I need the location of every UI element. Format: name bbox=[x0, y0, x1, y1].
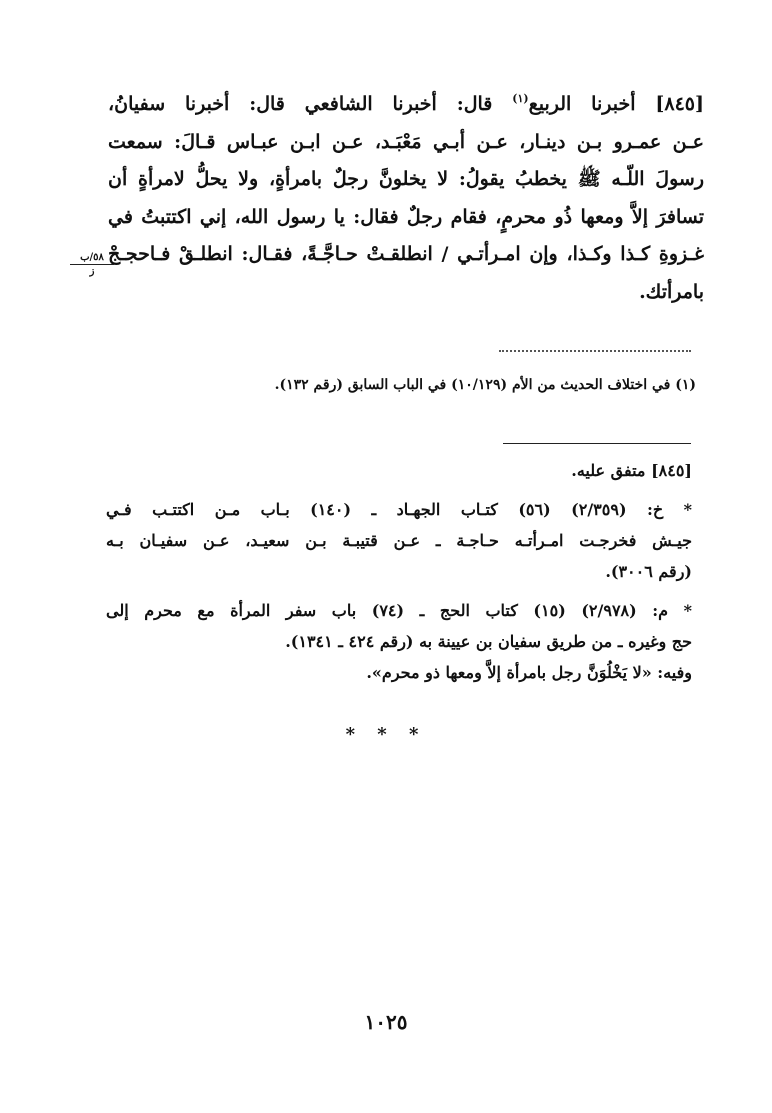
takhrij-commentary bbox=[106, 455, 692, 688]
commentary-line-5: حج وغيره ـ من طريق سفيان بن عيينة به (رقم ٤٢٤ ـ ١٣٤١). bbox=[285, 632, 692, 651]
hadith-line-2: عـن عمـرو بـن دينـار، عـن أبـي مَعْبَـد، عـن ابـن عبـاس قـالَ: سمعت bbox=[108, 130, 704, 153]
footnote: (١) في اختلاف الحديث من الأم (١٠/١٢٩) في الباب السابق (رقم ١٣٢). bbox=[274, 377, 696, 393]
commentary-line-2: جيـش فخرجـت امـرأتـه حـاجـة ـ عـن قتيبـة بـن سعيـد، عـن سفيـان بـه bbox=[106, 531, 692, 550]
manuscript-folio-marker bbox=[70, 252, 114, 277]
commentary-heading: [٨٤٥] متفق عليه. bbox=[571, 461, 692, 480]
hadith-text bbox=[108, 86, 704, 311]
manuscript-siglum: ز bbox=[89, 266, 95, 277]
commentary-line-4: * م: (٢/٩٧٨) (١٥) كتاب الحج ـ (٧٤) باب سفر المرأة مع محرم إلى bbox=[106, 601, 693, 620]
hadith-line-5: غـزوةِ كـذا وكـذا، وإن امـرأتـي / انطلقـتْ حـاجَّـةً، فقـال: انطلـقْ فـاحجـجْ bbox=[108, 243, 704, 265]
footnote-reference: (١) bbox=[512, 92, 529, 105]
commentary-line-1: * خ: (٢/٣٥٩) (٥٦) كتـاب الجهـاد ـ (١٤٠) بـاب مـن اكتتـب فـي bbox=[106, 500, 693, 519]
hadith-line-6: بامرأتك. bbox=[639, 280, 704, 303]
commentary-line-3: (رقم ٣٠٠٦). bbox=[605, 562, 692, 581]
commentary-line-6: وفيه: «لا يَخْلُوَنَّ رجل بامرأة إلاَّ ومعها ذو محرم». bbox=[366, 663, 692, 682]
hadith-line-4: تسافرَ إلاَّ ومعها ذُو محرمٍ، فقام رجلٌ فقال: يا رسول الله، إني اكتتبتُ في bbox=[108, 205, 704, 228]
commentary-separator bbox=[503, 443, 691, 444]
section-divider-stars: * * * bbox=[345, 724, 427, 745]
page-number: ١٠٢٥ bbox=[364, 1010, 408, 1034]
hadith-line-1 bbox=[108, 86, 704, 124]
hadith-number: [٨٤٥] bbox=[655, 93, 704, 115]
footnote-separator bbox=[499, 350, 691, 352]
narrator-chain-start: أخبرنا الربيع bbox=[528, 93, 656, 115]
folio-number: ٥٨/ب bbox=[70, 252, 114, 265]
narrator-chain-rest: قال: أخبرنا الشافعي قال: أخبرنا سفيانُ، bbox=[108, 93, 513, 115]
hadith-line-3: رسولَ اللّـه ﷺ يخطبُ يقولُ: لا يخلونَّ رجلٌ بامرأةٍ، ولا يحلُّ لامرأةٍ أن bbox=[108, 168, 704, 190]
